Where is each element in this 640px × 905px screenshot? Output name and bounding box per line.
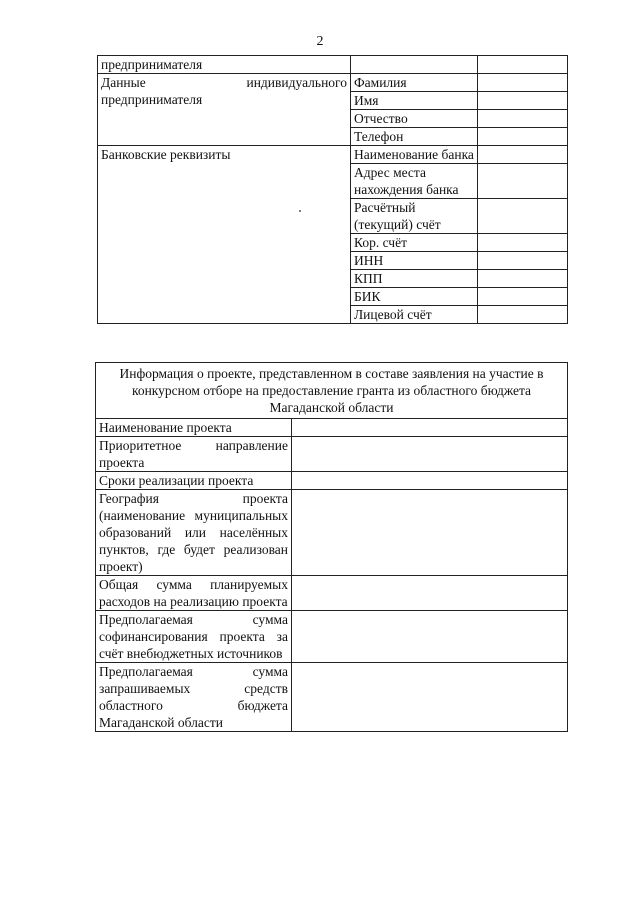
- field-bik: БИК: [351, 288, 478, 306]
- table-row: [98, 74, 568, 92]
- project-info-table: [95, 362, 568, 732]
- continuation-label: предпринимателя: [98, 56, 351, 74]
- value-cell: [478, 128, 568, 146]
- table-row: [96, 437, 568, 472]
- project-name-label: Наименование проекта: [96, 419, 292, 437]
- table-row: [96, 663, 568, 732]
- project-timeline-label: Сроки реализации проекта: [96, 472, 292, 490]
- table-row: [96, 490, 568, 576]
- value-cell: [292, 611, 568, 663]
- ip-label-word2: индивидуального: [246, 75, 347, 90]
- ip-label-line2: предпринимателя: [101, 92, 203, 107]
- value-cell: [292, 472, 568, 490]
- table-row: [96, 419, 568, 437]
- value-cell: [478, 252, 568, 270]
- field-personal-account: Лицевой счёт: [351, 306, 478, 324]
- table-row: [96, 576, 568, 611]
- field-corr-account: Кор. счёт: [351, 234, 478, 252]
- field-bank-address: Адрес места нахождения банка: [351, 164, 478, 199]
- value-cell: [478, 288, 568, 306]
- applicant-details-table: [97, 55, 568, 324]
- field-surname: Фамилия: [351, 74, 478, 92]
- value-cell: [478, 199, 568, 234]
- table-row: [96, 611, 568, 663]
- total-expenses-label: Общая сумма планируемых расходов на реализацию проекта: [96, 576, 292, 611]
- field-kpp: КПП: [351, 270, 478, 288]
- field-current-account: Расчётный (текущий) счёт: [351, 199, 478, 234]
- value-cell: [478, 74, 568, 92]
- ip-label-word1: Данные: [101, 75, 146, 90]
- ip-label-cell: [98, 74, 351, 146]
- value-cell: [478, 270, 568, 288]
- value-cell: [478, 56, 568, 74]
- priority-direction-label: Приоритетное направление проекта: [96, 437, 292, 472]
- project-table-header: Информация о проекте, представленном в составе заявления на участие в конкурсном отборе на предоставление гранта из областного бюджета Магаданской области: [96, 363, 568, 419]
- field-bank-name: Наименование банка: [351, 146, 478, 164]
- value-cell: [292, 437, 568, 472]
- field-name: Имя: [351, 92, 478, 110]
- value-cell: [478, 146, 568, 164]
- table-row: [98, 56, 568, 74]
- value-cell: [292, 490, 568, 576]
- field-patronymic: Отчество: [351, 110, 478, 128]
- field-inn: ИНН: [351, 252, 478, 270]
- value-cell: [478, 164, 568, 199]
- value-cell: [478, 110, 568, 128]
- table-row: [96, 472, 568, 490]
- value-cell: [478, 92, 568, 110]
- empty-cell: [351, 56, 478, 74]
- value-cell: [292, 419, 568, 437]
- value-cell: [292, 663, 568, 732]
- requested-funds-label: Предполагаемая сумма запрашиваемых средств областного бюджета Магаданской области: [96, 663, 292, 732]
- bank-label-cell: Банковские реквизиты: [98, 146, 351, 324]
- value-cell: [478, 234, 568, 252]
- table-row: [96, 363, 568, 419]
- field-phone: Телефон: [351, 128, 478, 146]
- value-cell: [292, 576, 568, 611]
- table-row: [98, 146, 568, 164]
- project-geography-label: География проекта (наименование муниципальных образований или населённых пунктов, где будет реализован проект): [96, 490, 292, 576]
- page-number: 2: [316, 34, 324, 49]
- cofinancing-label: Предполагаемая сумма софинансирования проекта за счёт внебюджетных источников: [96, 611, 292, 663]
- value-cell: [478, 306, 568, 324]
